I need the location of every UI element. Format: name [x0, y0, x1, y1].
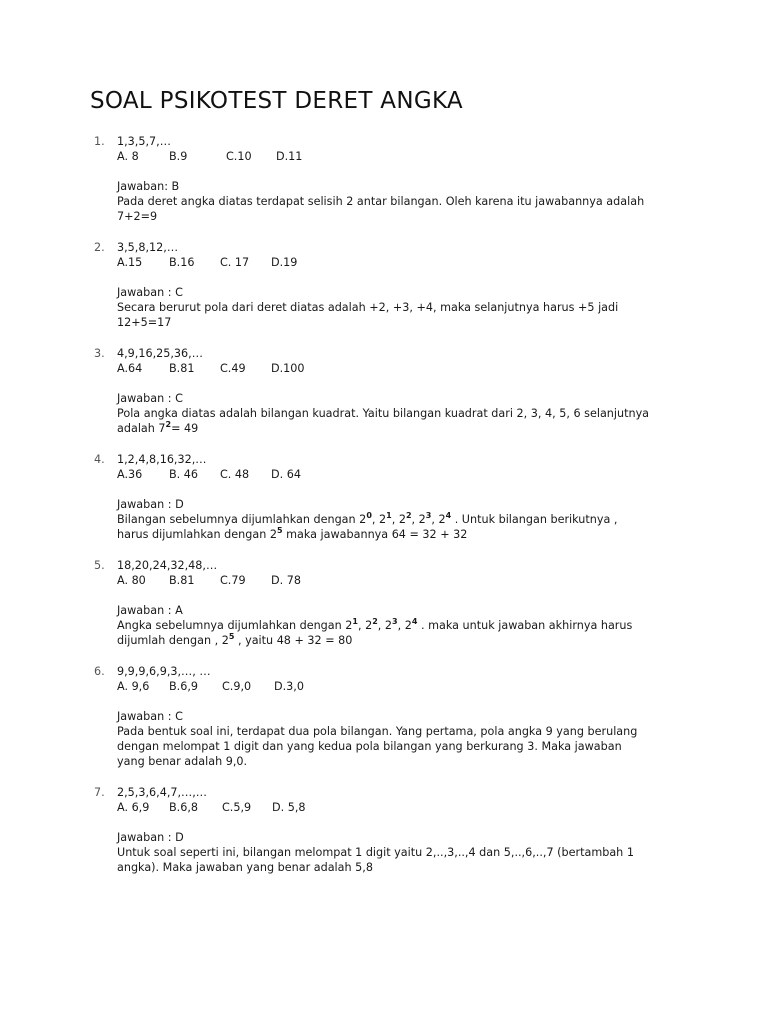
explanation: Untuk soal seperti ini, bilangan melompat 1 digit yaitu 2,..,3,..,4 dan 5,..,6,..,7 (bertambah 1 angka). Maka jawaban yang benar adalah 5,8 [117, 846, 634, 874]
explanation: Angka sebelumnya dijumlahkan dengan $2^1$, $2^2$, $2^3$, $2^4$ . maka untuk jawaban akhirnya harus dijumlah dengan , $2^5$ , yaitu 48 + 32 = 80 [117, 617, 633, 647]
question-4 [90, 452, 708, 542]
option-d: D. 64 [271, 468, 301, 481]
answer-options [117, 800, 708, 815]
question-5 [90, 558, 708, 648]
question-1 [90, 134, 708, 224]
question-sequence: 4,9,16,25,36,… [117, 347, 203, 360]
question-sequence: 1,3,5,7,… [117, 135, 171, 148]
option-a: A.36 [117, 468, 143, 481]
option-a: A. 6,9 [117, 801, 150, 814]
option-d: D. 78 [271, 574, 301, 587]
option-c: C.49 [220, 362, 246, 375]
answer-key: Jawaban : D [117, 831, 184, 844]
answer-options [117, 467, 708, 482]
option-b: B.6,8 [169, 801, 199, 814]
answer-options [117, 573, 708, 588]
explanation: Pada deret angka diatas terdapat selisih 2 antar bilangan. Oleh karena itu jawabannya adalah 7+2=9 [117, 195, 645, 223]
question-3 [90, 346, 708, 436]
explanation: Pada bentuk soal ini, terdapat dua pola bilangan. Yang pertama, pola angka 9 yang berulang dengan melompat 1 digit dan yang kedua pola bilangan yang berkurang 3. Maka jawaban yang benar adalah 9,0. [117, 725, 638, 768]
question-number: 1. [94, 135, 105, 148]
answer-options [117, 149, 708, 164]
explanation: Pola angka diatas adalah bilangan kuadrat. Yaitu bilangan kuadrat dari 2, 3, 4, 5, 6 selanjutnya adalah $7^2= 49$ [117, 407, 650, 435]
option-d: D.19 [271, 256, 298, 269]
question-number: 3. [94, 347, 105, 360]
answer-options [117, 255, 708, 270]
option-a: A. 9,6 [117, 680, 150, 693]
question-number: 6. [94, 665, 105, 678]
option-b: B.16 [169, 256, 195, 269]
option-a: A. 80 [117, 574, 146, 587]
answer-key: Jawaban : C [117, 286, 183, 299]
explanation: Bilangan sebelumnya dijumlahkan dengan $2^0$, $2^1$, $2^2$, $2^3$, $2^4$ . Untuk bilangan berikutnya , harus dijumlahkan dengan $2^5$ maka jawabannya 64 = 32 + 32 [117, 511, 618, 541]
option-d: D.100 [271, 362, 305, 375]
answer-key: Jawaban : C [117, 710, 183, 723]
question-sequence: 9,9,9,6,9,3,…, … [117, 665, 211, 678]
question-sequence: 3,5,8,12,… [117, 241, 179, 254]
option-b: B.81 [169, 362, 195, 375]
option-a: A.15 [117, 256, 143, 269]
option-c: C. 17 [220, 256, 250, 269]
question-number: 7. [94, 786, 105, 799]
option-c: C.9,0 [222, 680, 252, 693]
option-d: D. 5,8 [272, 801, 306, 814]
option-a: A.64 [117, 362, 143, 375]
question-sequence: 1,2,4,8,16,32,… [117, 453, 207, 466]
answer-options [117, 679, 708, 694]
option-c: C.79 [220, 574, 246, 587]
answer-options [117, 361, 708, 376]
option-c: C.5,9 [222, 801, 252, 814]
option-d: D.3,0 [274, 680, 304, 693]
question-7 [90, 785, 708, 875]
question-number: 2. [94, 241, 105, 254]
question-number: 5. [94, 559, 105, 572]
option-b: B. 46 [169, 468, 199, 481]
option-c: C. 48 [220, 468, 250, 481]
option-d: D.11 [276, 150, 303, 163]
page-title: SOAL PSIKOTEST DERET ANGKA [90, 88, 463, 114]
option-b: B.81 [169, 574, 195, 587]
question-6 [90, 664, 708, 769]
option-b: B.9 [169, 150, 188, 163]
option-c: C.10 [226, 150, 252, 163]
question-sequence: 2,5,3,6,4,7,…,… [117, 786, 207, 799]
answer-key: Jawaban : D [117, 498, 184, 511]
question-sequence: 18,20,24,32,48,… [117, 559, 218, 572]
explanation: Secara berurut pola dari deret diatas adalah +2, +3, +4, maka selanjutnya harus +5 jadi 12+5=17 [117, 301, 619, 329]
question-2 [90, 240, 708, 330]
option-b: B.6,9 [169, 680, 199, 693]
option-a: A. 8 [117, 150, 139, 163]
answer-key: Jawaban : A [117, 604, 183, 617]
question-number: 4. [94, 453, 105, 466]
answer-key: Jawaban : C [117, 392, 183, 405]
question-list [90, 134, 708, 875]
answer-key: Jawaban: B [117, 180, 180, 193]
